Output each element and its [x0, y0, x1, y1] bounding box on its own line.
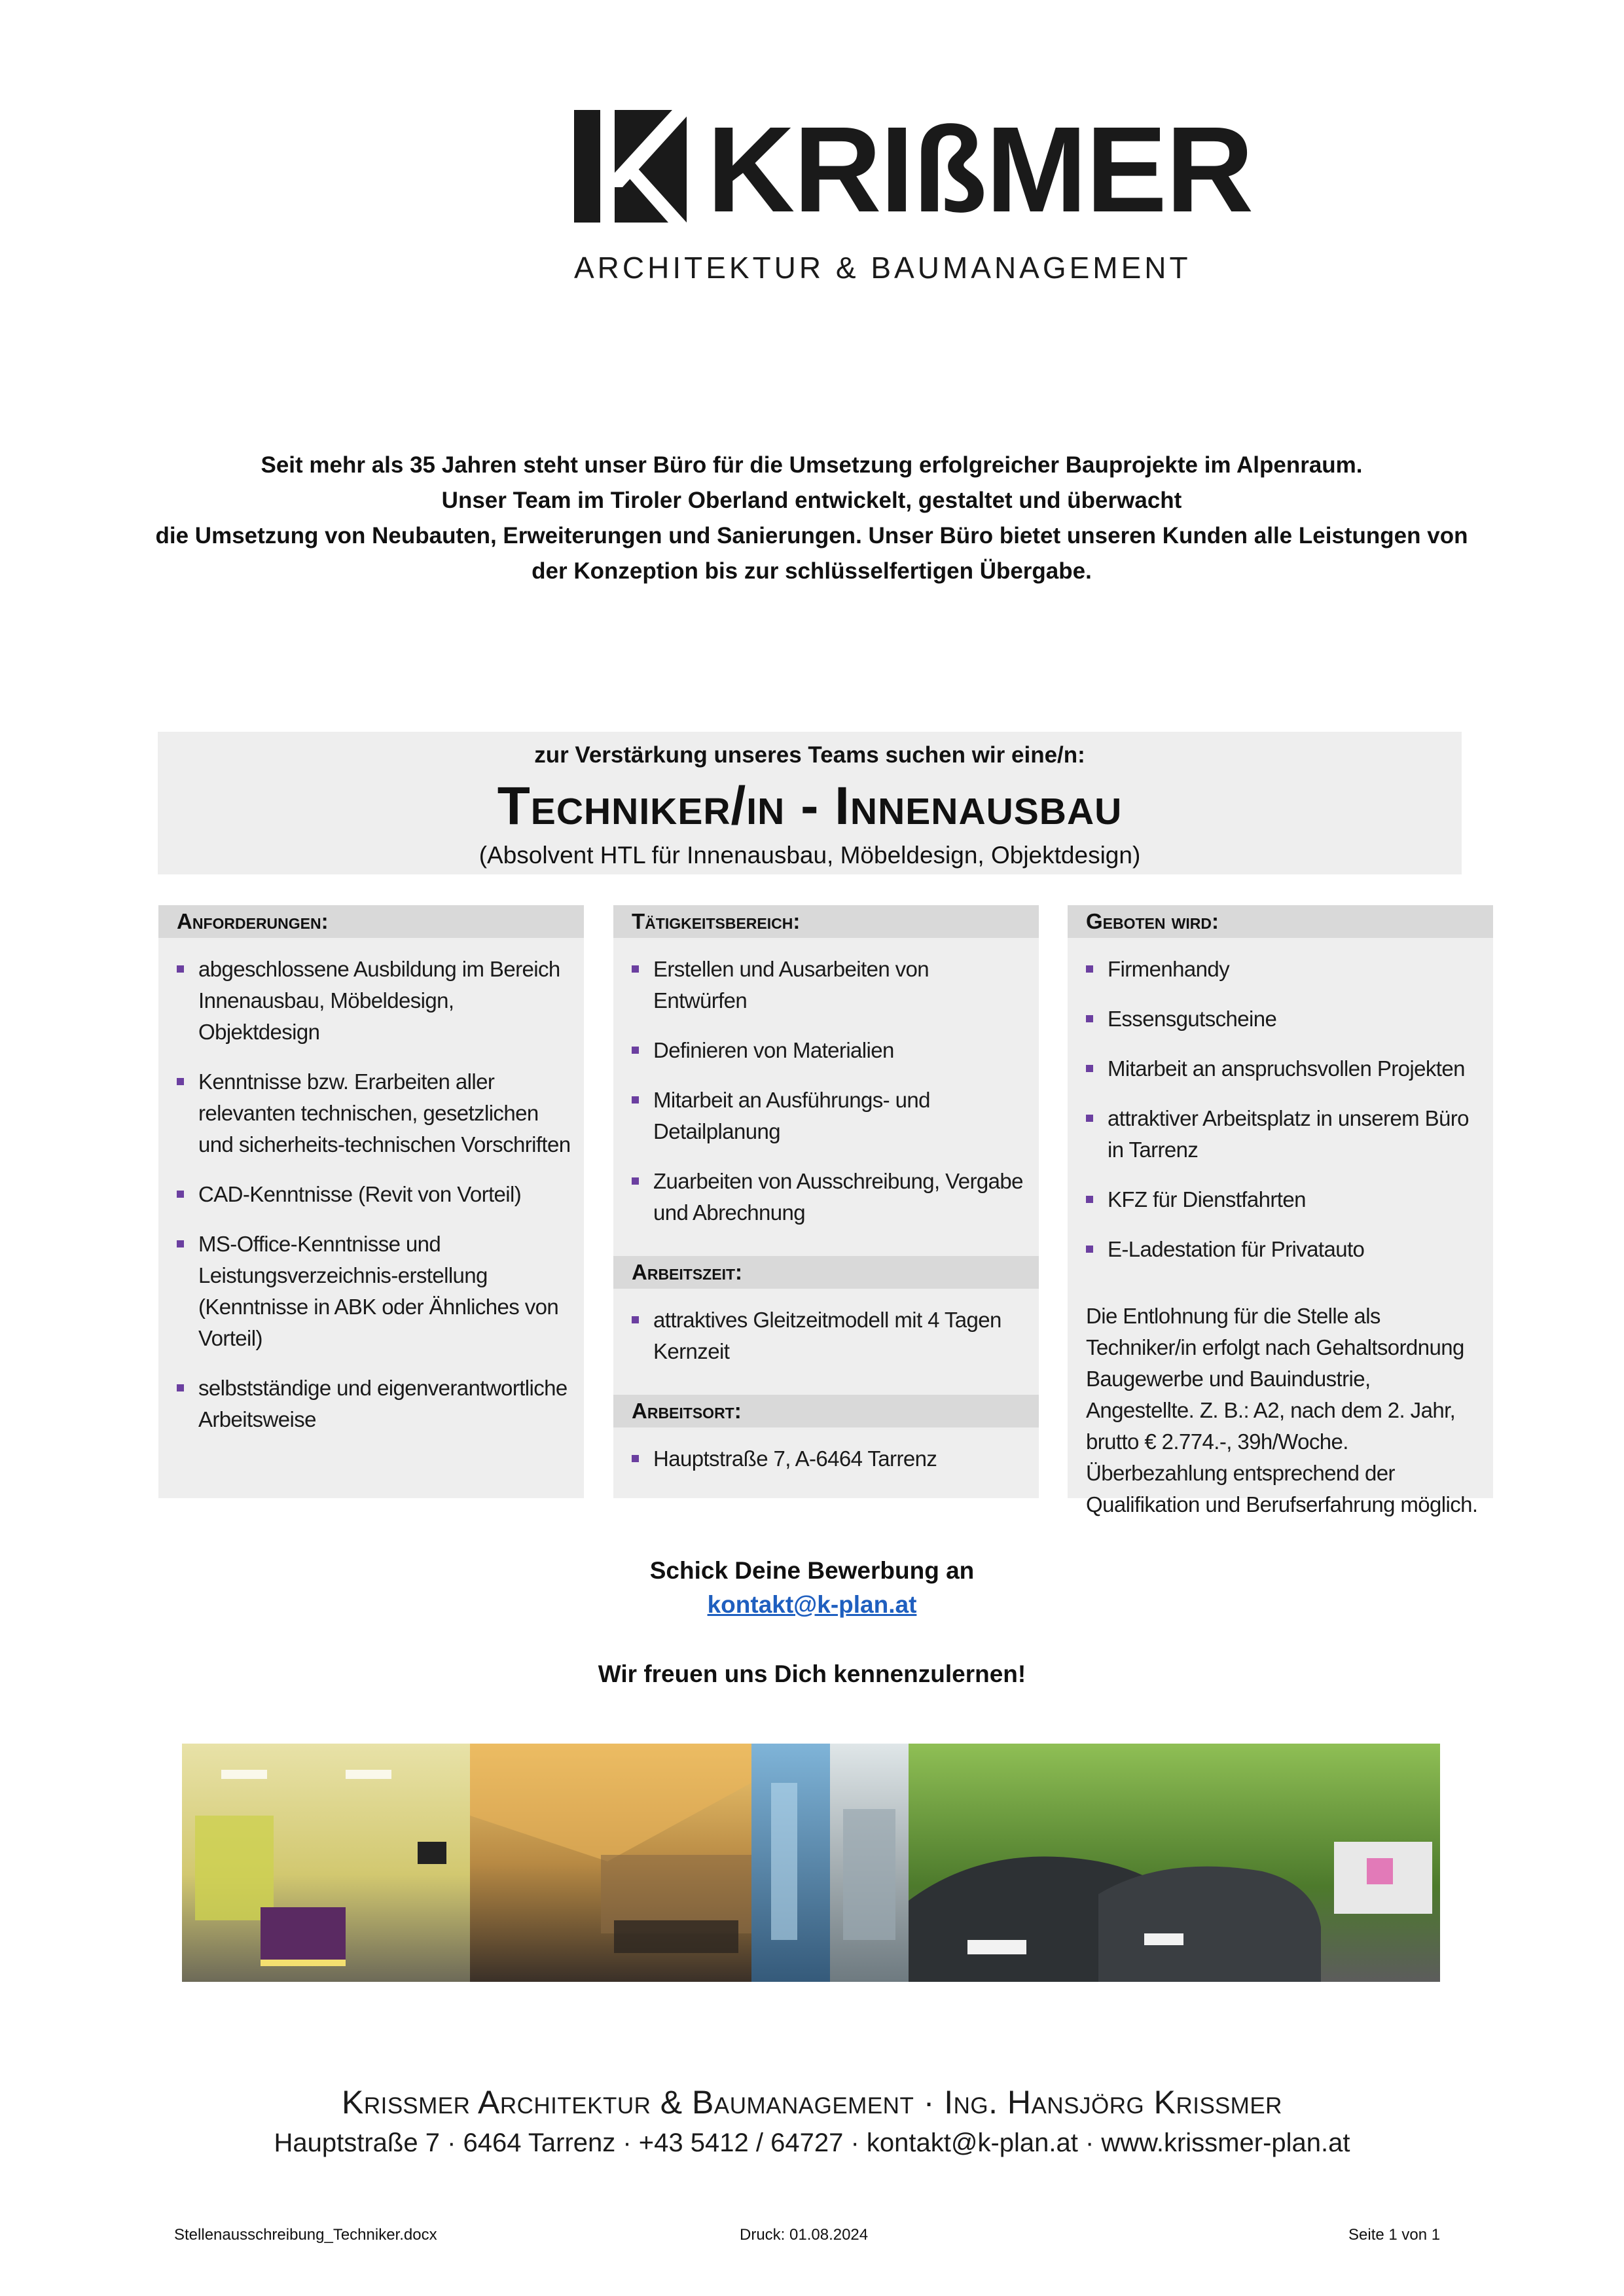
document-filename: Stellenausschreibung_Techniker.docx [174, 2226, 437, 2244]
list-item: Mitarbeit an Ausführungs- und Detailplanung [632, 1085, 1026, 1147]
offers-heading: Geboten wird: [1068, 905, 1493, 938]
list-item: Erstellen und Ausarbeiten von Entwürfen [632, 954, 1026, 1016]
intro-text [124, 448, 1499, 589]
list-item: KFZ für Dienstfahrten [1086, 1184, 1480, 1215]
list-item: Essensgutscheine [1086, 1003, 1480, 1035]
activities-column [613, 905, 1039, 1498]
list-item: Mitarbeit an anspruchsvollen Projekten [1086, 1053, 1480, 1085]
list-item: Hauptstraße 7, A-6464 Tarrenz [632, 1443, 1026, 1475]
logo-wordmark: KRIßMER [707, 102, 1253, 238]
list-item: Definieren von Materialien [632, 1035, 1026, 1066]
offers-list [1068, 938, 1493, 1289]
intro-line: der Konzeption bis zur schlüsselfertigen Übergabe. [532, 558, 1092, 584]
salary-note: Die Entlohnung für die Stelle als Techniker/in erfolgt nach Gehaltsordnung Baugewerbe und Bauindustrie, Angestellte. Z. B.: A2, nach dem 2. Jahr, brutto € 2.774.-, 39h/Woche. Überbezahlung entsprechend der Qualifikation und Berufserfahrung möglich. [1086, 1304, 1478, 1516]
footer-address: Hauptstraße 7 · 6464 Tarrenz · +43 5412 / 64727 · kontakt@k-plan.at · www.krissmer-plan.at [274, 2128, 1350, 2157]
list-item: CAD-Kenntnisse (Revit von Vorteil) [177, 1179, 571, 1210]
contact-block [0, 1554, 1624, 1691]
location-list [613, 1427, 1039, 1498]
list-item: E-Ladestation für Privatauto [1086, 1234, 1480, 1265]
logo-subtitle: ARCHITEKTUR & BAUMANAGEMENT [574, 251, 1191, 285]
requirements-list [158, 938, 584, 1459]
job-headline-box [158, 732, 1462, 874]
location-heading: Arbeitsort: [613, 1395, 1039, 1427]
application-cta: Schick Deine Bewerbung an [649, 1557, 975, 1584]
logo-mark-icon [574, 110, 687, 223]
intro-line: Seit mehr als 35 Jahren steht unser Büro für die Umsetzung erfolgreicher Bauprojekte im Alpenraum. [261, 452, 1363, 478]
footer-company: Krißmer Architektur & Baumanagement · Ing. Hansjörg Krißmer [342, 2084, 1282, 2121]
list-item: Zuarbeiten von Ausschreibung, Vergabe und Abrechnung [632, 1166, 1026, 1229]
offers-column [1068, 905, 1493, 1516]
list-item: abgeschlossene Ausbildung im Bereich Innenausbau, Möbeldesign, Objektdesign [177, 954, 571, 1048]
worktime-list [613, 1289, 1039, 1391]
list-item: attraktives Gleitzeitmodell mit 4 Tagen Kernzeit [632, 1304, 1026, 1367]
job-title: Techniker/in - Innenausbau [497, 776, 1123, 836]
intro-line: die Umsetzung von Neubauten, Erweiterungen und Sanierungen. Unser Büro bietet unseren Kunden alle Leistungen von [155, 523, 1468, 548]
photo-strip [182, 1744, 1440, 1982]
activities-list [613, 938, 1039, 1252]
list-item: MS-Office-Kenntnisse und Leistungsverzeichnis-erstellung (Kenntnisse in ABK oder Ähnliches von Vorteil) [177, 1229, 571, 1354]
headline-lead: zur Verstärkung unseres Teams suchen wir eine/n: [534, 742, 1085, 768]
job-subtitle: (Absolvent HTL für Innenausbau, Möbeldesign, Objektdesign) [478, 842, 1141, 869]
requirements-heading: Anforderungen: [158, 905, 584, 938]
email-link[interactable]: kontakt@k-plan.at [707, 1591, 917, 1618]
list-item: selbstständige und eigenverantwortliche Arbeitsweise [177, 1372, 571, 1435]
closing-text: Wir freuen uns Dich kennenzulernen! [598, 1660, 1026, 1687]
activities-heading: Tätigkeitsbereich: [613, 905, 1039, 938]
list-item: Kenntnisse bzw. Erarbeiten aller relevanten technischen, gesetzlichen und sicherheits-technischen Vorschriften [177, 1066, 571, 1160]
list-item: attraktiver Arbeitsplatz in unserem Büro in Tarrenz [1086, 1103, 1480, 1166]
worktime-heading: Arbeitszeit: [613, 1256, 1039, 1289]
page-number: Seite 1 von 1 [1348, 2226, 1441, 2244]
intro-line: Unser Team im Tiroler Oberland entwickelt, gestaltet und überwacht [441, 488, 1182, 513]
list-item: Firmenhandy [1086, 954, 1480, 985]
print-date: Druck: 01.08.2024 [740, 2226, 869, 2244]
requirements-column [158, 905, 584, 1498]
